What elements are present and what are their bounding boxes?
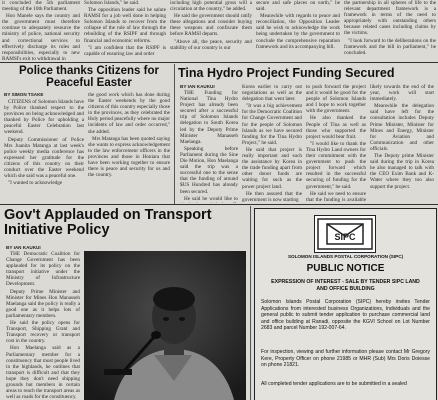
tina-col-2	[242, 84, 302, 203]
paragraph: to push forward the project and it would be good for the people of Solomon Islands and I hope to work together with the government.	[306, 84, 366, 115]
section-divider	[0, 204, 438, 205]
paragraph: Deputy Prime Minister and Minister for Mines Hon Manasseh Maelanga said the policy is really a good one as it helps lots of parliamentary members.	[6, 288, 80, 319]
police-byline: BY SIMON TSAKE	[4, 92, 44, 97]
paragraph: "I would like to thank the Tina Hydro Land owners for their commitment with the government to push the project forward which resulted in the successful securing of funding for the government," he said.	[306, 140, 366, 190]
ad-subtitle-line-2: AND OFFICE BUILDING	[316, 286, 375, 292]
speaker-photo	[84, 251, 246, 400]
paragraph: Meanwhile the delegation said have left for the consultation includes Deputy Prime Minister, Minister for Mines and Energy, Minister for Aviation and Communication and other officials.	[370, 103, 434, 152]
sipc-logo-text: SIPC	[334, 232, 356, 242]
ad-company-name: SOLOMON ISLANDS POSTAL CORPORATION (SIPC)	[287, 254, 404, 259]
paragraph: "I wanted to acknowledge	[8, 180, 63, 187]
section-divider	[0, 62, 438, 63]
ad-subtitle-line-1: EXPRESSION OF INTEREST - SALE BY TENDER SIPC LAND	[271, 279, 420, 285]
tina-col-3	[306, 84, 366, 203]
top-article-col-4	[256, 0, 340, 62]
paragraph: Deputy Commissioner of Police Mrs Juanita Matanga at last week's police weekly media conference has expressed her gratitude for the citizens of this country on their conduct over the Easter weekend which she said was a peaceful one.	[4, 136, 84, 180]
paragraph: "It was a big achievement for the Democratic Coalition for Change Government and for the people of Solomon Islands as we have secured funding for the Tina Hydro Project," he said.	[242, 103, 302, 146]
paragraph: Korea earlier to carry out negotiations as well as the delegation that went later.	[242, 84, 302, 103]
police-col-2	[88, 92, 170, 203]
police-col-1	[4, 99, 84, 203]
column-divider	[174, 64, 175, 204]
paragraph: He said he would like to	[184, 195, 238, 202]
tina-byline: BY IAN KAUKUI	[180, 84, 215, 89]
top-article-col-1	[2, 0, 80, 62]
paragraph: Speaking before Parliament during the Sine Die Motion, Hon Maelanga said the trip was a successful one to the sense that the funding of around $US Hundred has already been secured.	[180, 145, 238, 195]
paragraph: secure and safe places on earth," he said.	[256, 0, 340, 13]
paragraph: "Above all, the peace, security and stability of our country is our	[170, 38, 252, 51]
paragraph: He said that project is really important and such the assistance by Korea in the trade funding apart from other donor funds are waiting for such as the power project land.	[242, 146, 302, 190]
paragraph: Hon Maelanga said as a Parliamentary member for a constituency that most people lived in the highlands, he outlines that transport is difficult and that they hope they don't need shipping grounds but members in certain areas to reach the transport areas as well as roads for the constituency.	[6, 345, 80, 400]
ad-paragraph-2: For inspection, viewing and further information please contact Mr Gregory Kere, Property Officer on phone 21985 or MHR (Sub) Mrs Doris Doiesse on phone 21821.	[261, 349, 430, 369]
sipc-logo	[314, 215, 376, 253]
paragraph: He then assured that the government is now starting	[242, 190, 302, 203]
paragraph: likely towards the end of the year, work will start immediately.	[370, 84, 434, 103]
paragraph: He also thanked the People of Tina as well as those who supported the project would bear fruit.	[306, 115, 366, 140]
paragraph: the partnership in all spheres of life to the relevant department framework is a framework in terms of the need to appropriately with outstanding others because related cases including claims by the victims.	[344, 0, 436, 37]
paragraph: Hon Manele says the country and the government must therefore continue to adequately resource the ministry of police, national security and correctional services to effectively discharge its roles and responsibilities, especially to new RAMSI's exit to withdrawal in	[2, 13, 80, 62]
paragraph: "I am confident that the RSIPF is capable of ensuring law and order	[84, 44, 166, 57]
paragraph: it concluded the 5th parliament meeting of the 10th Parliament.	[2, 0, 80, 13]
police-headline: Police thanks Citizens for Peaceful Easter	[19, 65, 159, 90]
gov-col-1	[6, 251, 80, 400]
paragraph: Meanwhile with regards to peace and reconciliation, the Opposition Leader said he wish to acknowledge the work being undertaken by the government to conclude the comprehensive reparation framework and its accompanying bill.	[256, 13, 340, 50]
ad-paragraph-3: All completed tender applications are to be submitted in a sealed	[261, 381, 407, 387]
paragraph: including high potential gross will a circulation at the country," he added.	[170, 0, 252, 13]
paragraph: THE Democratic Coalition for Change Government has been applauded for its policy on the transport initiative under the Ministry of Infrastructure Development.	[6, 251, 80, 288]
paragraph: CITIZENS of Solomon Islands have by Police thanked respect to the provinces on being acknowledged and thanked by Police for upholding a peaceful Easter Celebration last weekend.	[4, 99, 84, 136]
paragraph: the good work which has done during the Easter weekends by the good citizens of this country especially those in the provinces, as they celebrated the Holy period peacefully where no major incidents of law and order occurred," she added.	[88, 92, 170, 135]
tina-col-1	[180, 90, 238, 203]
sipc-public-notice-ad	[254, 208, 437, 400]
paragraph: The opposition leader said he salute RAMSI for a job well done in helping Solomon Islands to recover from the collapse of the rule of law through the rebuilding of the RSIPF and through financial and economic reforms.	[84, 7, 166, 44]
sipc-logo-icon	[315, 216, 375, 252]
ad-title: PUBLIC NOTICE	[306, 263, 385, 274]
top-article-col-3	[170, 0, 252, 62]
paragraph: He said the government should ratify these allegations and consider buying these weapons and confiscate them before RAMSI departs.	[170, 13, 252, 38]
paragraph: He said the policy opens for Transport, Shipping Grant and Transport recovery or transport cost in the country.	[6, 320, 80, 345]
tina-headline: Tina Hydro Project Funding Secured	[178, 66, 395, 80]
top-article-col-2	[84, 0, 166, 62]
paragraph: "I look forward to the deliberations on the framework and the bill in parliament," he concluded.	[344, 37, 436, 56]
top-article-col-5	[344, 0, 436, 62]
tina-col-4	[370, 84, 434, 203]
paragraph: Mrs Matanga has been quoted saying she wants to express acknowledgement to the law enforcement officers in the provinces and those in Honiara that have been working together to ensure there is peace and security for us and the country.	[88, 135, 170, 179]
gov-byline: BY IAN KAUKUI	[6, 245, 41, 250]
paragraph: He said we need to ensure that the funding is available	[306, 190, 366, 203]
speaker-photo-image	[84, 251, 246, 400]
paragraph: THE Funding for National Tina Hydro Project has already been secured after a successful trip of Solomon Islands delegation to South Korea led by the Deputy Prime Minister Manasseh Maelanga.	[180, 90, 238, 145]
paragraph: Solomon Islands," he said.	[84, 0, 140, 6]
gov-headline: Gov't Applauded on Transport Initiative Policy	[4, 207, 212, 239]
ad-paragraph-1: Solomon Islands Postal Corporation (SIPC) hereby invites Tender Applications from interested business Organizations, Individuals and the general public to submit tender application to purchase commercial land and office building at Ranadi, opposite the KGVI School on Lot Number 2683 and parcel Number 192-007-64.	[261, 299, 430, 332]
paragraph: The Deputy prime Minister said during the trip in Korea he also managed to talk with the CEO Exim Bank and K-Water where they too also support the project.	[370, 153, 434, 190]
column-divider	[250, 206, 251, 400]
